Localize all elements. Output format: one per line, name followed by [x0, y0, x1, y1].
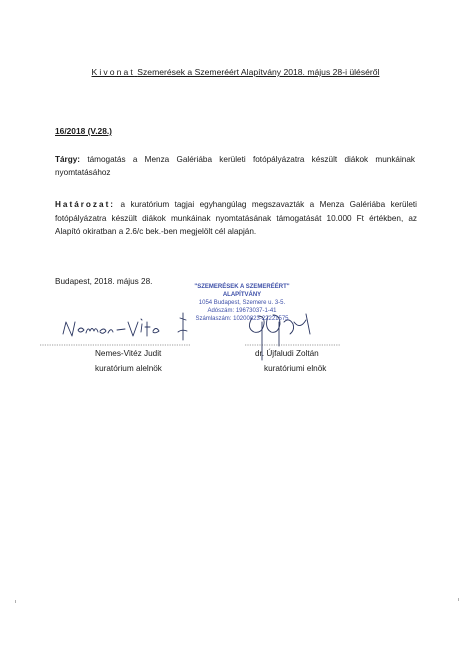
- subject-label: Tárgy:: [55, 155, 81, 164]
- left-signer-name: Nemes-Vitéz Judit: [95, 349, 162, 358]
- heading-rest: Szemerések a Szemeréért Alapítvány 2018. május 28-i üléséről: [137, 67, 380, 77]
- left-signer-role: kuratórium alelnök: [95, 364, 162, 373]
- scan-mark: [458, 598, 459, 601]
- stamp-org-line1: "SZEMERÉSEK A SZEMERÉÉRT": [194, 284, 290, 290]
- stamp-tax-number: Adószám: 19673037-1-41: [207, 308, 277, 315]
- heading-spaced-word: Kivonat: [91, 67, 135, 77]
- right-signer-role: kuratóriumi elnök: [264, 364, 327, 373]
- stamp-address: 1054 Budapest, Szemere u. 3-5.: [198, 300, 286, 307]
- scan-mark: [15, 600, 16, 603]
- left-signature-icon: [63, 313, 187, 340]
- decision-label: Határozat:: [55, 200, 116, 209]
- place-date: Budapest, 2018. május 28.: [55, 277, 153, 286]
- stamp-org-line2: ALAPÍTVÁNY: [222, 292, 262, 299]
- stamp-account: Számlaszám: 10200823-22221575: [195, 316, 289, 323]
- right-signer-name: dr. Újfaludi Zoltán: [255, 349, 319, 358]
- decision-text: a kuratórium tagjai egyhangúlag megszavazták a Menza Galériába kerületi fotópályázatra készült diákok munkáinak nyomtatásának támogatását 10.000 Ft értékben, az Alapító okiratban a 2.6/c bek.-ben megjelölt cél alapján.: [55, 200, 417, 236]
- resolution-number: 16/2018 (V.28.): [55, 126, 112, 136]
- subject-text: támogatás a Menza Galériába kerületi fotópályázatra készült diákok munkáinak nyomtatásához: [55, 155, 415, 177]
- organization-stamp: [182, 283, 302, 323]
